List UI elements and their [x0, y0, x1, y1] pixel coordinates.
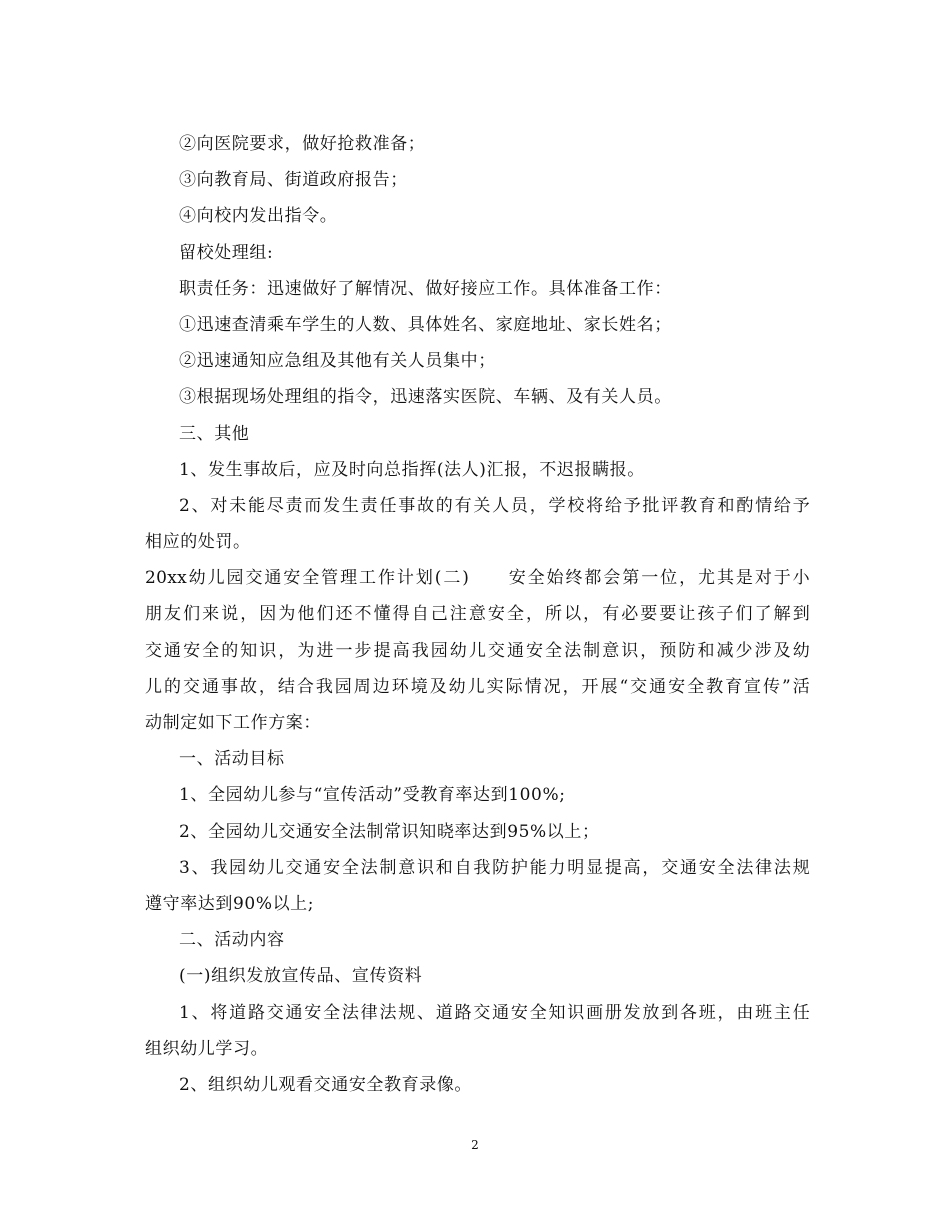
paragraph [145, 850, 810, 922]
text-line: 2、对未能尽责而发生责任事故的有关人员，学校将给予批评教育和酌情给予 [179, 495, 810, 516]
text-line: 三、其他 [179, 423, 250, 444]
paragraph [145, 741, 810, 777]
text-line: 1、发生事故后，应及时向总指挥(法人)汇报，不迟报瞒报。 [179, 459, 645, 480]
text-line: (一)组织发放宣传品、宣传资料 [179, 966, 423, 987]
paragraph [145, 416, 810, 452]
text-line: 朋友们来说，因为他们还不懂得自己注意安全，所以，有必要要让孩子们了解到 [145, 604, 810, 625]
text-line: 二、活动内容 [179, 930, 285, 951]
text-line: 一、活动目标 [179, 749, 285, 770]
paragraph [145, 958, 810, 994]
paragraph [145, 777, 810, 813]
paragraph [145, 452, 810, 488]
paragraph [145, 814, 810, 850]
text-line: ③向教育局、街道政府报告； [179, 170, 408, 191]
text-line: 组织幼儿学习。 [145, 1038, 269, 1059]
text-line: ③根据现场处理组的指令，迅速落实医院、车辆、及有关人员。 [179, 387, 672, 408]
paragraph [145, 307, 810, 343]
paragraph [145, 995, 810, 1067]
text-line: 相应的处罚。 [145, 532, 251, 553]
paragraph [145, 560, 810, 741]
paragraph [145, 162, 810, 198]
page-number: 2 [471, 1138, 479, 1152]
text-line: ④向校内发出指令。 [179, 206, 338, 227]
text-line: 动制定如下工作方案： [145, 713, 321, 733]
text-line: 职责任务：迅速做好了解情况、做好接应工作。具体准备工作： [179, 278, 672, 299]
paragraph [145, 343, 810, 379]
text-line: 交通安全的知识，为进一步提高我园幼儿交通安全法制意识，预防和减少涉及幼 [145, 640, 810, 661]
document-body [145, 126, 810, 1103]
text-line: 儿的交通事故，结合我园周边环境及幼儿实际情况，开展“交通安全教育宣传”活 [145, 676, 810, 697]
text-line: 20xx幼儿园交通安全管理工作计划(二) 安全始终都会第一位，尤其是对于小 [145, 568, 810, 589]
text-line: ②迅速通知应急组及其他有关人员集中； [179, 351, 496, 372]
paragraph [145, 379, 810, 415]
paragraph [145, 922, 810, 958]
paragraph [145, 235, 810, 271]
text-line: ①迅速查清乘车学生的人数、具体姓名、家庭地址、家长姓名； [179, 314, 672, 335]
text-line: 3、我园幼儿交通安全法制意识和自我防护能力明显提高，交通安全法律法规 [179, 857, 810, 878]
text-line: 1、将道路交通安全法律法规、道路交通安全知识画册发放到各班，由班主任 [179, 1002, 810, 1023]
paragraph [145, 198, 810, 234]
text-line: 2、全园幼儿交通安全法制常识知晓率达到95%以上； [179, 821, 600, 842]
text-line: 1、全园幼儿参与“宣传活动”受教育率达到100%; [179, 785, 566, 806]
text-line: 遵守率达到90%以上; [145, 893, 315, 914]
paragraph [145, 1067, 810, 1103]
text-line: ②向医院要求，做好抢救准备； [179, 134, 426, 154]
paragraph [145, 271, 810, 307]
paragraph [145, 126, 810, 162]
paragraph [145, 488, 810, 560]
text-line: 留校处理组: [179, 242, 274, 263]
text-line: 2、组织幼儿观看交通安全教育录像。 [179, 1074, 473, 1095]
